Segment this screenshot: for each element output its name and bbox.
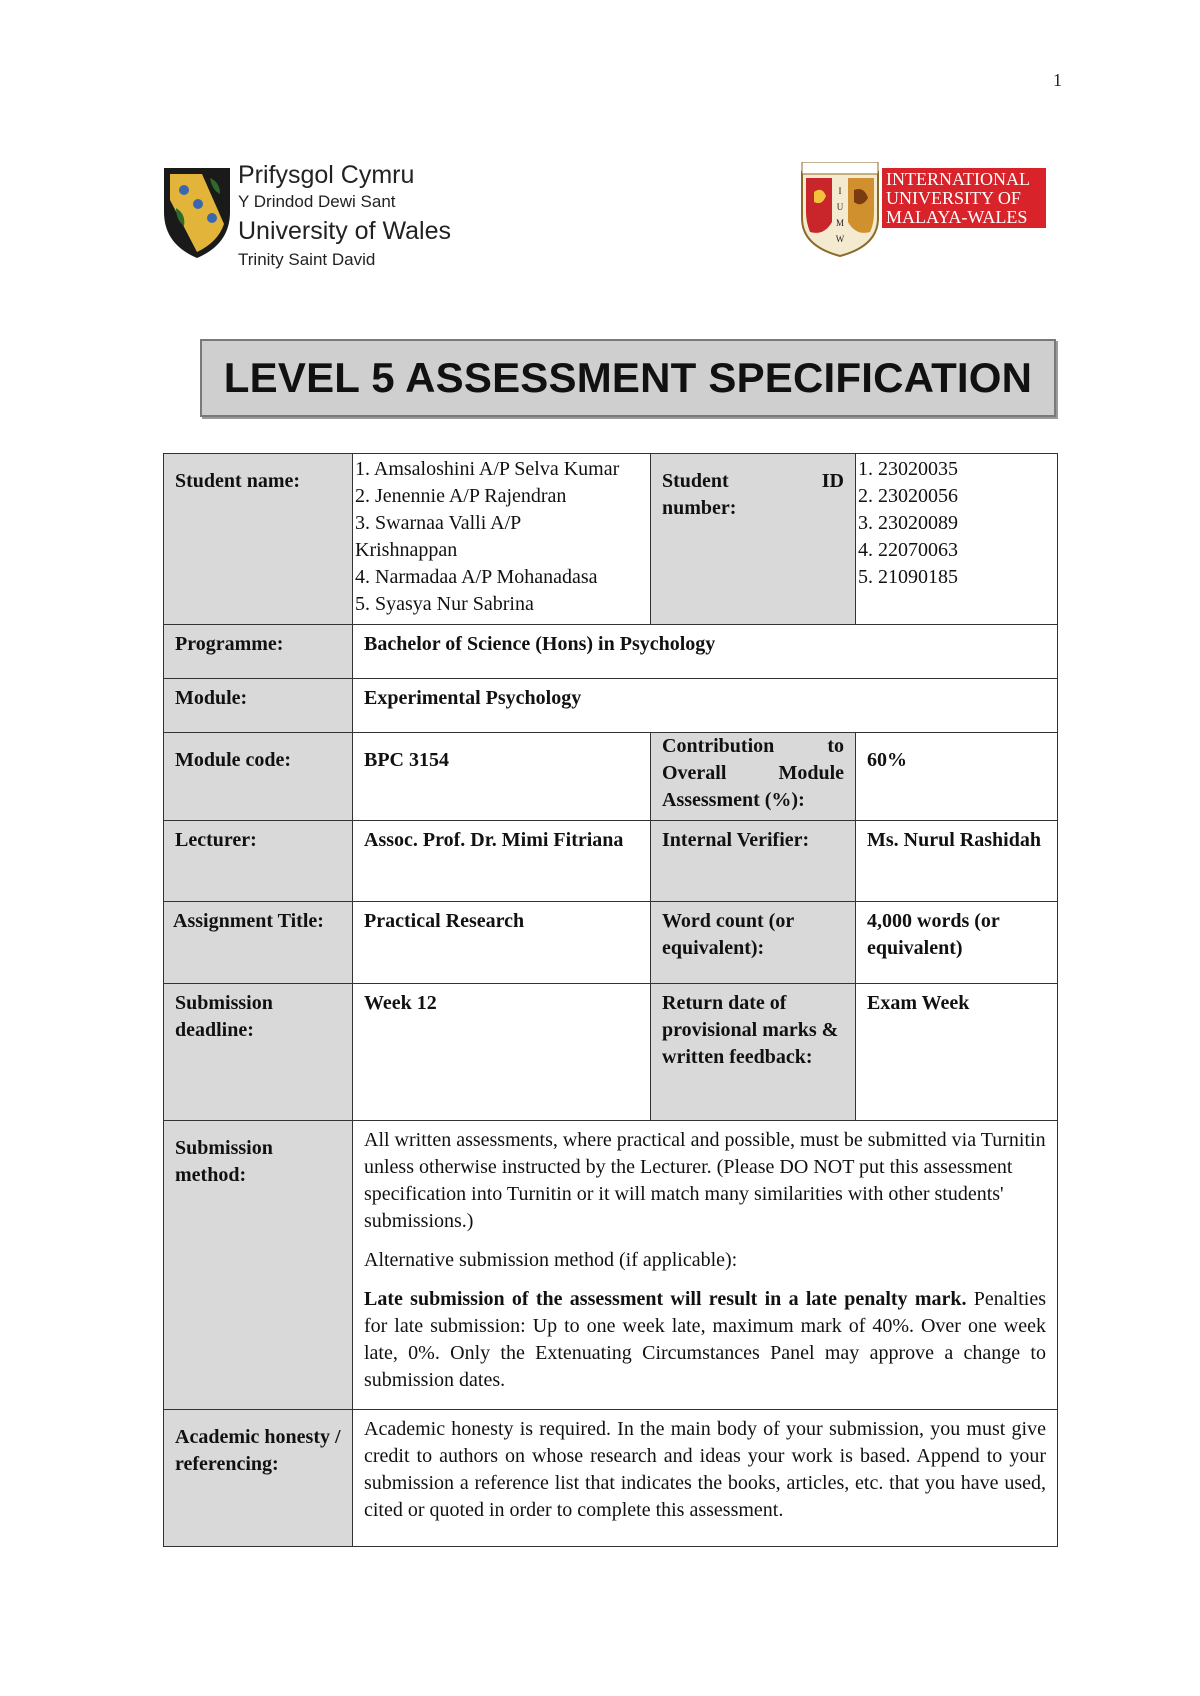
logo-line-4: Trinity Saint David [238,250,376,269]
late-submission-text: Penalties for late submission: Up to one week late, maximum mark of 40%. Over one week late, 0%. Only the Extenuating Circumstances Panel may approve a change to submission dates. [364,1288,1047,1391]
page-number: 1 [1053,70,1062,90]
module-label: Module: [164,679,353,733]
contribution-value: 60% [856,733,1058,821]
student-id-label-c: number: [662,497,737,519]
logo-line-1: Prifysgol Cymru [238,161,415,189]
assignment-title-value: Practical Research [353,902,651,984]
svg-text:M: M [835,218,845,228]
late-submission-bold: Late submission of the assessment will result in a late penalty mark. [364,1288,967,1310]
assignment-title-label: Assignment Title: [164,902,353,984]
page-title: LEVEL 5 ASSESSMENT SPECIFICATION [223,354,1033,401]
programme-label: Programme: [164,625,353,679]
lecturer-label: Lecturer: [164,821,353,902]
iumw-logo [800,160,1050,260]
row-deadline [164,984,1058,1121]
iumw-name: INTERNATIONAL UNIVERSITY OF MALAYA-WALES [882,168,1046,228]
row-module [164,679,1058,733]
student-name-item: 1. Amsaloshini A/P Selva Kumar [355,458,620,480]
svg-text:U: U [836,202,844,212]
crest-shield-icon [162,164,232,260]
student-name-label: Student name: [164,454,353,625]
assessment-table [163,453,1058,1547]
student-id-item: 4. 22070063 [858,539,958,561]
svg-text:W: W [835,234,845,244]
student-id-item: 3. 23020089 [858,512,958,534]
row-academic-honesty [164,1410,1058,1547]
alternative-method-label: Alternative submission method (if applicable): [364,1249,738,1271]
word-count-value: 4,000 words (or equivalent) [856,902,1058,984]
logo-line-2: Y Drindod Dewi Sant [238,192,396,211]
module-value: Experimental Psychology [353,679,1058,733]
logo-line-3: University of Wales [238,217,452,245]
return-date-value: Exam Week [856,984,1058,1121]
student-id-label [651,454,856,625]
row-assignment [164,902,1058,984]
academic-honesty-text: Academic honesty is required. In the main body of your submission, you must give credit to authors on whose research and ideas your work is based. Append to your submission a reference list that indicates the books, articles, etc. that you have used, cited or quoted in order to complete this assessment. [353,1410,1058,1547]
row-programme [164,625,1058,679]
module-code-label: Module code: [164,733,353,821]
student-id-item: 5. 21090185 [858,566,958,588]
submission-deadline-label: Submission deadline: [164,984,353,1121]
row-student [164,454,1058,625]
row-submission-method [164,1121,1058,1410]
student-name-item: 4. Narmadaa A/P Mohanadasa [355,566,598,588]
word-count-label: Word count (or equivalent): [651,902,856,984]
academic-honesty-label: Academic honesty / referencing: [164,1410,353,1547]
row-lecturer [164,821,1058,902]
student-id-item: 1. 23020035 [858,458,958,480]
student-id-item: 2. 23020056 [858,485,958,507]
student-name-item: 2. Jenennie A/P Rajendran [355,485,567,507]
programme-value: Bachelor of Science (Hons) in Psychology [353,625,1058,679]
student-name-item: Krishnappan [355,539,458,561]
student-id-label-a: Student [662,470,729,492]
submission-deadline-value: Week 12 [353,984,651,1121]
university-of-wales-logo [162,160,462,270]
submission-method-text: All written assessments, where practical and possible, must be submitted via Turnitin unless otherwise instructed by the Lecturer. (Please DO NOT put this assessment specification into Turnitin or it will match many similarities with other students' submissions.) [364,1129,1046,1232]
student-names [353,454,651,625]
contribution-label: Contribution to Overall Module Assessment (%): [651,733,856,821]
iumw-crest-icon [800,162,880,258]
title-banner [200,339,1056,417]
row-module-code [164,733,1058,821]
internal-verifier-value: Ms. Nurul Rashidah [856,821,1058,902]
student-ids [856,454,1058,625]
lecturer-value: Assoc. Prof. Dr. Mimi Fitriana [353,821,651,902]
student-name-item: 5. Syasya Nur Sabrina [355,593,534,615]
student-id-label-b: ID [821,470,844,492]
submission-method-cell [353,1121,1058,1410]
submission-method-label: Submission method: [164,1121,353,1410]
late-submission-paragraph [364,1286,1046,1394]
module-code-value: BPC 3154 [353,733,651,821]
return-date-label: Return date of provisional marks & written feedback: [651,984,856,1121]
svg-text:I: I [838,186,842,196]
student-name-item: 3. Swarnaa Valli A/P [355,512,522,534]
internal-verifier-label: Internal Verifier: [651,821,856,902]
